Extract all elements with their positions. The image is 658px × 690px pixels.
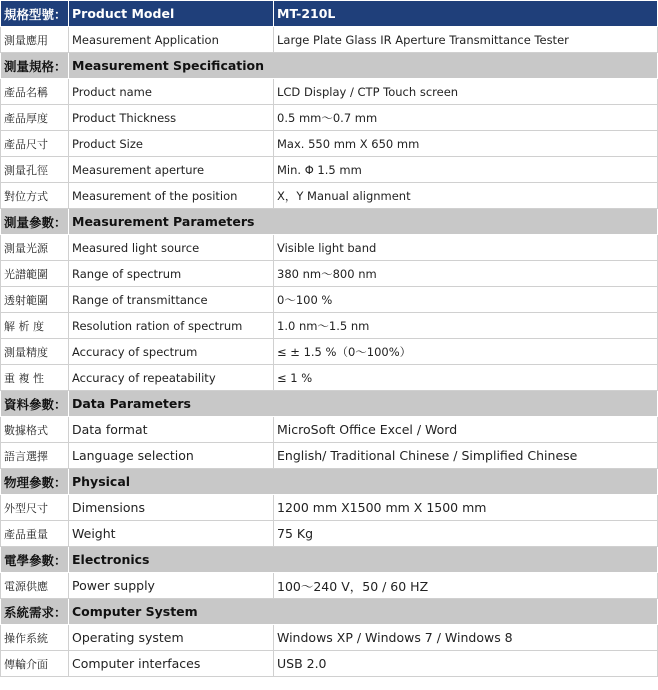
section-header-row (1, 599, 658, 625)
section-zh-label: 物理參數： (1, 469, 69, 495)
table-row (1, 183, 658, 209)
row-en-label: Measured light source (69, 235, 274, 261)
row-value: 1200 mm X1500 mm X 1500 mm (274, 495, 658, 521)
section-zh-label: 系統需求： (1, 599, 69, 625)
table-row (1, 521, 658, 547)
row-zh-label: 透射範圍 (1, 287, 69, 313)
row-zh-label: 外型尺寸 (1, 495, 69, 521)
row-zh-label: 解 析 度 (1, 313, 69, 339)
section-en-label: Computer System (69, 599, 658, 625)
row-en-label: Power supply (69, 573, 274, 599)
row-en-label: Resolution ration of spectrum (69, 313, 274, 339)
table-row (1, 651, 658, 677)
table-row (1, 261, 658, 287)
row-zh-label: 語言選擇 (1, 443, 69, 469)
row-en-label: Accuracy of repeatability (69, 365, 274, 391)
row-zh-label: 產品厚度 (1, 105, 69, 131)
row-en-label: Accuracy of spectrum (69, 339, 274, 365)
table-row (1, 105, 658, 131)
row-zh-label: 傳輸介面 (1, 651, 69, 677)
table-row (1, 495, 658, 521)
section-header-row (1, 547, 658, 573)
row-value: 0～100 % (274, 287, 658, 313)
table-row (1, 287, 658, 313)
row-zh-label: 測量光源 (1, 235, 69, 261)
section-en-label: Electronics (69, 547, 658, 573)
section-zh-label: 測量參數： (1, 209, 69, 235)
table-row (1, 235, 658, 261)
row-en-label: Measurement Application (69, 27, 274, 53)
row-value: English/ Traditional Chinese / Simplified Chinese (274, 443, 658, 469)
row-zh-label: 測量孔徑 (1, 157, 69, 183)
section-zh-label: 資料參數： (1, 391, 69, 417)
table-row (1, 27, 658, 53)
row-en-label: Product name (69, 79, 274, 105)
section-header-row (1, 209, 658, 235)
row-zh-label: 產品尺寸 (1, 131, 69, 157)
row-zh-label: 對位方式 (1, 183, 69, 209)
section-header-row (1, 391, 658, 417)
row-value: LCD Display / CTP Touch screen (274, 79, 658, 105)
section-zh-label: 電學參數： (1, 547, 69, 573)
section-header-row (1, 53, 658, 79)
header-en-label: Product Model (69, 1, 274, 27)
row-value: X，Y Manual alignment (274, 183, 658, 209)
row-value: Large Plate Glass IR Aperture Transmittance Tester (274, 27, 658, 53)
row-zh-label: 數據格式 (1, 417, 69, 443)
table-row (1, 573, 658, 599)
section-en-label: Data Parameters (69, 391, 658, 417)
row-en-label: Language selection (69, 443, 274, 469)
row-en-label: Measurement of the position (69, 183, 274, 209)
row-en-label: Weight (69, 521, 274, 547)
table-row (1, 625, 658, 651)
section-header-row (1, 469, 658, 495)
row-value: 0.5 mm～0.7 mm (274, 105, 658, 131)
row-en-label: Range of transmittance (69, 287, 274, 313)
row-en-label: Computer interfaces (69, 651, 274, 677)
row-value: ≤ ± 1.5 %（0～100%） (274, 339, 658, 365)
row-zh-label: 測量應用 (1, 27, 69, 53)
row-value: Windows XP / Windows 7 / Windows 8 (274, 625, 658, 651)
section-zh-label: 測量規格： (1, 53, 69, 79)
row-en-label: Product Thickness (69, 105, 274, 131)
row-zh-label: 電源供應 (1, 573, 69, 599)
header-model-value: MT-210L (274, 1, 658, 27)
row-value: ≤ 1 % (274, 365, 658, 391)
table-row (1, 79, 658, 105)
section-en-label: Measurement Parameters (69, 209, 658, 235)
row-value: MicroSoft Office Excel / Word (274, 417, 658, 443)
row-en-label: Measurement aperture (69, 157, 274, 183)
row-en-label: Range of spectrum (69, 261, 274, 287)
section-en-label: Physical (69, 469, 658, 495)
row-zh-label: 光譜範圍 (1, 261, 69, 287)
row-en-label: Dimensions (69, 495, 274, 521)
section-en-label: Measurement Specification (69, 53, 658, 79)
table-row (1, 313, 658, 339)
row-zh-label: 重 複 性 (1, 365, 69, 391)
row-value: Max. 550 mm X 650 mm (274, 131, 658, 157)
header-row (1, 1, 658, 27)
row-en-label: Product Size (69, 131, 274, 157)
row-value: 100～240 V，50 / 60 HZ (274, 573, 658, 599)
table-row (1, 417, 658, 443)
spec-table-body (1, 1, 658, 677)
row-value: USB 2.0 (274, 651, 658, 677)
row-value: 380 nm～800 nm (274, 261, 658, 287)
row-en-label: Operating system (69, 625, 274, 651)
table-row (1, 339, 658, 365)
row-value: 75 Kg (274, 521, 658, 547)
table-row (1, 443, 658, 469)
row-zh-label: 操作系統 (1, 625, 69, 651)
row-en-label: Data format (69, 417, 274, 443)
row-value: Min. Φ 1.5 mm (274, 157, 658, 183)
table-row (1, 365, 658, 391)
row-value: 1.0 nm～1.5 nm (274, 313, 658, 339)
row-zh-label: 產品重量 (1, 521, 69, 547)
table-row (1, 157, 658, 183)
row-zh-label: 產品名稱 (1, 79, 69, 105)
row-value: Visible light band (274, 235, 658, 261)
header-zh-label: 規格型號： (1, 1, 69, 27)
row-zh-label: 測量精度 (1, 339, 69, 365)
table-row (1, 131, 658, 157)
